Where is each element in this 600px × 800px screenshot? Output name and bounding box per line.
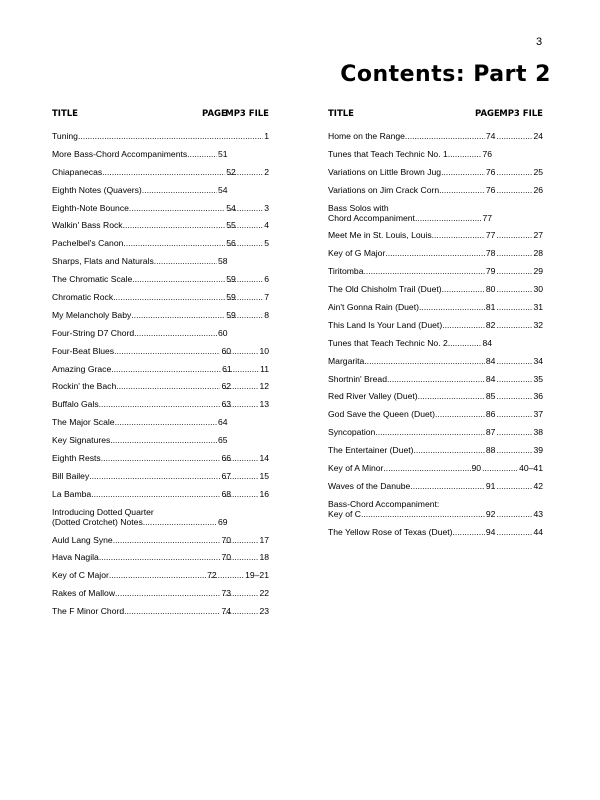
dot-leader <box>415 213 482 223</box>
dot-leader <box>222 453 258 463</box>
entry-title: The Entertainer (Duet) <box>328 445 414 456</box>
toc-entry <box>328 356 543 374</box>
toc-entry <box>52 399 269 417</box>
entry-page: 59 <box>226 292 236 303</box>
dot-leader <box>448 338 482 348</box>
entry-title: Amazing Grace <box>52 363 112 374</box>
toc-entry <box>52 256 269 274</box>
toc-entry <box>52 310 269 328</box>
entry-page: 58 <box>218 256 228 267</box>
toc-entry <box>328 463 543 481</box>
entry-mp3-file: 24 <box>533 131 543 141</box>
entry-page: 60 <box>221 345 231 356</box>
contents-column-right <box>328 109 543 545</box>
dot-leader <box>222 471 258 481</box>
dot-leader <box>208 570 244 580</box>
toc-entry <box>52 346 269 364</box>
entry-page: 54 <box>226 202 236 213</box>
page-number: 3 <box>536 36 543 48</box>
dot-leader <box>496 445 532 455</box>
entry-page: 84 <box>485 355 496 366</box>
dot-leader <box>78 131 263 141</box>
dot-leader <box>496 374 532 384</box>
entry-page: 59 <box>226 274 236 285</box>
entry-mp3-file: 15 <box>259 470 269 481</box>
entry-mp3-file: 7 <box>264 292 269 303</box>
entry-page: 80 <box>485 284 496 295</box>
entry-page: 69 <box>218 516 228 527</box>
entry-mp3-file: 34 <box>533 355 543 366</box>
dot-leader <box>496 131 532 141</box>
entry-mp3-file: 22 <box>259 588 269 599</box>
dot-leader <box>418 391 485 401</box>
entry-mp3-file: 28 <box>533 248 543 259</box>
toc-entry <box>52 274 269 292</box>
dot-leader <box>375 427 485 437</box>
entry-title: More Bass-Chord Accompaniments <box>52 148 188 159</box>
toc-entry <box>52 292 269 310</box>
entry-page: 77 <box>485 230 496 241</box>
entry-title: Rakes of Mallow <box>52 588 116 599</box>
entry-title: Home on the Range <box>328 131 405 141</box>
entry-page: 92 <box>485 508 496 519</box>
entry-title: Red River Valley (Duet) <box>328 391 418 402</box>
entry-mp3-file: 11 <box>260 363 269 374</box>
entry-title: Tunes that Teach Technic No. 2 <box>328 337 448 348</box>
dot-leader <box>441 167 485 177</box>
dot-leader <box>361 509 485 519</box>
entry-title: (Dotted Crotchet) Notes <box>52 516 143 527</box>
toc-entry <box>52 570 269 588</box>
dot-leader <box>227 167 263 177</box>
entry-title: Tuning <box>52 131 78 141</box>
entry-page: 65 <box>218 435 228 446</box>
entry-mp3-file: 13 <box>259 399 269 410</box>
dot-leader <box>227 238 263 248</box>
entry-title-line: Bass-Chord Accompaniment: <box>328 498 440 509</box>
entry-mp3-file: 25 <box>533 166 543 177</box>
toc-entry <box>52 364 269 382</box>
entry-mp3-file: 27 <box>533 230 543 241</box>
entry-title: Key of C <box>328 508 361 519</box>
dot-leader <box>496 320 532 330</box>
entry-title: The Yellow Rose of Texas (Duet) <box>328 526 453 537</box>
entry-title: This Land Is Your Land (Duet) <box>328 319 443 330</box>
entry-page: 76 <box>485 184 496 195</box>
entry-page: 68 <box>221 488 231 499</box>
entry-title: Waves of the Danube <box>328 480 411 491</box>
entry-title: Meet Me in St. Louis, Louis <box>328 230 432 241</box>
toc-entry <box>52 489 269 507</box>
dot-leader <box>482 463 518 473</box>
entry-page: 54 <box>218 184 228 195</box>
toc-entry <box>52 552 269 570</box>
toc-entry <box>328 266 543 284</box>
toc-entry <box>52 535 269 553</box>
dot-leader <box>222 588 258 598</box>
entry-page: 79 <box>485 266 496 277</box>
toc-entry <box>328 499 543 527</box>
toc-entry <box>328 481 543 499</box>
entry-title: Variations on Jim Crack Corn <box>328 184 440 195</box>
dot-leader <box>442 284 485 294</box>
entry-title: Shortnin' Bread <box>328 373 387 384</box>
entry-page: 70 <box>221 534 231 545</box>
dot-leader <box>364 356 485 366</box>
entry-mp3-file: 26 <box>533 184 543 195</box>
entry-page: 67 <box>221 470 231 481</box>
entry-title: My Melancholy Baby <box>52 309 132 320</box>
toc-entry <box>328 409 543 427</box>
toc-entry <box>52 220 269 238</box>
toc-entry <box>328 167 543 185</box>
toc-entry <box>52 149 269 167</box>
dot-leader <box>222 552 258 562</box>
entry-page: 63 <box>221 399 231 410</box>
entry-title: Auld Lang Syne <box>52 534 113 545</box>
entry-mp3-file: 4 <box>264 220 269 231</box>
dot-leader <box>227 203 263 213</box>
entry-title: God Save the Queen (Duet) <box>328 409 436 420</box>
entry-mp3-file: 23 <box>259 606 269 617</box>
entry-title: Key of A Minor <box>328 463 384 474</box>
entry-page: 81 <box>485 302 496 313</box>
entry-page: 74 <box>485 131 496 141</box>
entry-mp3-file: 17 <box>259 534 269 545</box>
entry-mp3-file: 42 <box>533 480 543 491</box>
entry-title: Syncopation <box>328 427 376 438</box>
dot-leader <box>496 427 532 437</box>
toc-entry <box>52 381 269 399</box>
entry-page: 64 <box>218 417 228 428</box>
entry-mp3-file: 3 <box>264 202 269 213</box>
dot-leader <box>222 606 258 616</box>
dot-leader <box>405 131 485 141</box>
entry-mp3-file: 31 <box>533 302 543 313</box>
dot-leader <box>496 266 532 276</box>
entry-mp3-file: 35 <box>533 373 543 384</box>
entry-title: Chiapanecas <box>52 166 103 177</box>
entry-mp3-file: 38 <box>533 427 543 438</box>
entry-page: 59 <box>226 309 236 320</box>
dot-leader <box>385 248 485 258</box>
entry-mp3-file: 19–21 <box>245 570 269 581</box>
entry-page: 73 <box>221 588 231 599</box>
entry-title: Chromatic Rock <box>52 292 114 303</box>
entry-mp3-file: 40–41 <box>519 463 543 474</box>
entry-mp3-file: 10 <box>259 345 269 356</box>
toc-entry <box>328 131 543 149</box>
toc-list-left <box>52 131 269 624</box>
entry-page: 82 <box>485 319 496 330</box>
entry-page: 85 <box>485 391 496 402</box>
entry-mp3-file: 36 <box>533 391 543 402</box>
dot-leader <box>453 527 485 537</box>
entry-mp3-file: 44 <box>533 526 543 537</box>
entry-title: Four-String D7 Chord <box>52 327 135 338</box>
entry-title: Key of C Major <box>52 570 109 581</box>
entry-page: 62 <box>221 381 231 392</box>
dot-leader <box>496 356 532 366</box>
entry-mp3-file: 6 <box>264 274 269 285</box>
toc-entry <box>328 185 543 203</box>
entry-title: Pachelbel's Canon <box>52 238 124 249</box>
dot-leader <box>222 399 258 409</box>
entry-page: 88 <box>485 445 496 456</box>
entry-title: Hava Nagila <box>52 552 99 563</box>
dot-leader <box>410 481 485 491</box>
dot-leader <box>364 266 485 276</box>
toc-entry <box>52 185 269 203</box>
toc-entry <box>328 391 543 409</box>
dot-leader <box>442 320 485 330</box>
entry-mp3-file: 37 <box>533 409 543 420</box>
toc-entry <box>328 248 543 266</box>
toc-entry <box>52 453 269 471</box>
entry-mp3-file: 8 <box>264 309 269 320</box>
entry-page: 56 <box>226 238 236 249</box>
entry-title: Key Signatures <box>52 435 111 446</box>
entry-page: 70 <box>221 552 231 563</box>
dot-leader <box>223 364 259 374</box>
dot-leader <box>496 391 532 401</box>
contents-column-left <box>52 109 269 624</box>
toc-entry <box>52 328 269 346</box>
entry-page: 61 <box>222 363 232 374</box>
column-header <box>328 109 543 121</box>
entry-title: Key of G Major <box>328 248 386 259</box>
dot-leader <box>496 409 532 419</box>
entry-page: 90 <box>471 463 482 474</box>
toc-entry <box>328 374 543 392</box>
header-title: TITLE <box>328 109 354 119</box>
entry-mp3-file: 1 <box>264 131 269 141</box>
page-title: Contents: Part 2 <box>340 62 551 87</box>
entry-page: 91 <box>485 480 496 491</box>
entry-title: Bill Bailey <box>52 470 90 481</box>
dot-leader <box>227 292 263 302</box>
entry-page: 84 <box>482 337 492 348</box>
entry-page: 72 <box>207 570 217 581</box>
entry-title: Ain't Gonna Rain (Duet) <box>328 302 419 313</box>
entry-title: The Major Scale <box>52 417 115 428</box>
entry-title: Sharps, Flats and Naturals <box>52 256 154 267</box>
entry-page: 86 <box>485 409 496 420</box>
dot-leader <box>448 149 482 159</box>
dot-leader <box>222 535 258 545</box>
toc-entry <box>52 606 269 624</box>
entry-page: 76 <box>482 148 492 159</box>
entry-page: 74 <box>221 606 231 617</box>
entry-title: Margarita <box>328 355 365 366</box>
entry-title-line: Introducing Dotted Quarter <box>52 506 154 517</box>
entry-title: Eighth-Note Bounce <box>52 202 129 213</box>
entry-title: The Old Chisholm Trail (Duet) <box>328 284 442 295</box>
entry-page: 78 <box>485 248 496 259</box>
entry-title: Walkin' Bass Rock <box>52 220 123 231</box>
entry-page: 76 <box>485 166 496 177</box>
toc-entry <box>328 302 543 320</box>
toc-entry <box>52 471 269 489</box>
entry-title: Chord Accompaniment <box>328 212 415 223</box>
entry-title: Four-Beat Blues <box>52 345 115 356</box>
toc-list-right <box>328 131 543 545</box>
entry-page: 55 <box>226 220 236 231</box>
dot-leader <box>496 481 532 491</box>
entry-mp3-file: 5 <box>264 238 269 249</box>
entry-mp3-file: 43 <box>533 508 543 519</box>
dot-leader <box>227 310 263 320</box>
toc-entry <box>52 507 269 535</box>
entry-title: Variations on Little Brown Jug <box>328 166 442 177</box>
toc-entry <box>328 527 543 545</box>
toc-entry <box>52 588 269 606</box>
dot-leader <box>496 509 532 519</box>
entry-title: Tiritomba <box>328 266 364 277</box>
dot-leader <box>432 230 485 240</box>
entry-mp3-file: 16 <box>259 488 269 499</box>
entry-title: La Bamba <box>52 488 92 499</box>
dot-leader <box>387 374 485 384</box>
dot-leader <box>496 167 532 177</box>
toc-entry <box>328 230 543 248</box>
dot-leader <box>439 185 485 195</box>
entry-page: 60 <box>218 327 228 338</box>
toc-entry <box>52 167 269 185</box>
toc-entry <box>52 238 269 256</box>
entry-page: 94 <box>485 526 496 537</box>
toc-entry <box>328 338 543 356</box>
dot-leader <box>435 409 485 419</box>
toc-entry <box>328 203 543 231</box>
entry-title: Eighth Rests <box>52 453 101 464</box>
dot-leader <box>496 248 532 258</box>
column-header <box>52 109 269 121</box>
entry-page: 51 <box>218 148 228 159</box>
dot-leader <box>227 274 263 284</box>
header-title: TITLE <box>52 109 78 119</box>
toc-entry <box>52 417 269 435</box>
entry-mp3-file: 18 <box>259 552 269 563</box>
dot-leader <box>496 185 532 195</box>
entry-title-line: Bass Solos with <box>328 202 389 213</box>
toc-entry <box>328 149 543 167</box>
toc-entry <box>52 131 269 149</box>
entry-title: The Chromatic Scale <box>52 274 133 285</box>
header-mp3-file: MP3 FILE <box>499 109 543 119</box>
dot-leader <box>414 445 485 455</box>
toc-entry <box>52 435 269 453</box>
header-page: PAGE <box>202 109 227 119</box>
toc-entry <box>328 445 543 463</box>
header-mp3-file: MP3 FILE <box>225 109 269 119</box>
entry-mp3-file: 30 <box>533 284 543 295</box>
toc-entry <box>328 427 543 445</box>
dot-leader <box>222 381 258 391</box>
dot-leader <box>496 302 532 312</box>
entry-mp3-file: 39 <box>533 445 543 456</box>
entry-mp3-file: 2 <box>264 166 269 177</box>
entry-title: Buffalo Gals <box>52 399 99 410</box>
entry-mp3-file: 12 <box>259 381 269 392</box>
entry-page: 52 <box>226 166 236 177</box>
entry-page: 84 <box>485 373 496 384</box>
entry-title: Eighth Notes (Quavers) <box>52 184 142 195</box>
toc-entry <box>52 203 269 221</box>
dot-leader <box>383 463 470 473</box>
entry-title: Rockin' the Bach <box>52 381 117 392</box>
dot-leader <box>496 230 532 240</box>
entry-page: 66 <box>221 453 231 464</box>
entry-mp3-file: 32 <box>533 319 543 330</box>
entry-page: 87 <box>485 427 496 438</box>
entry-mp3-file: 14 <box>259 453 269 464</box>
entry-title: The F Minor Chord <box>52 606 125 617</box>
toc-entry <box>328 320 543 338</box>
header-page: PAGE <box>475 109 500 119</box>
entry-title: Tunes that Teach Technic No. 1 <box>328 148 448 159</box>
entry-mp3-file: 29 <box>533 266 543 277</box>
dot-leader <box>419 302 485 312</box>
toc-entry <box>328 284 543 302</box>
dot-leader <box>227 220 263 230</box>
entry-page: 77 <box>482 212 492 223</box>
dot-leader <box>496 527 532 537</box>
dot-leader <box>222 489 258 499</box>
dot-leader <box>496 284 532 294</box>
dot-leader <box>222 346 258 356</box>
